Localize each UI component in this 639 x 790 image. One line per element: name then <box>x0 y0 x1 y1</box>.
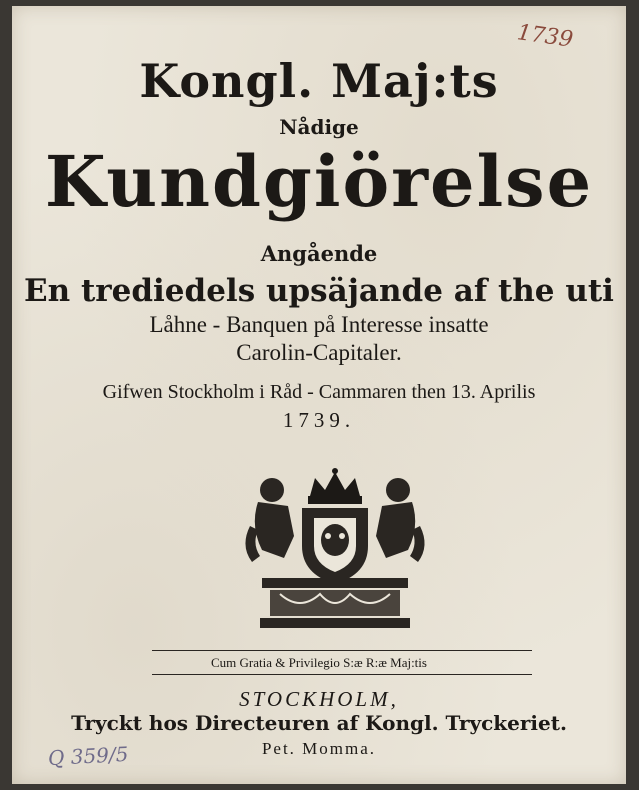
dateline-year: 1739. <box>282 408 356 432</box>
subject-intro: Angående <box>260 241 378 266</box>
imprint-city: STOCKHOLM, <box>239 687 399 711</box>
imprint-printer: Tryckt hos Directeuren af Kongl. Tryckeriet. <box>71 711 567 735</box>
subject-line-3: Carolin-Capitaler. <box>236 340 402 365</box>
royal-coat-of-arms-icon <box>240 466 430 636</box>
divider-bottom <box>152 674 532 675</box>
privilege-line: Cum Gratia & Privilegio S:æ R:æ Maj:tis <box>211 655 427 670</box>
subject-line-1: En trediedels upsäjande af the uti <box>24 273 614 309</box>
main-title: Kundgiörelse <box>44 140 594 223</box>
divider-top <box>152 650 532 651</box>
title-line-1: Kongl. Maj:ts <box>139 54 499 108</box>
document-page <box>12 6 626 784</box>
subject-line-2: Låhne - Banquen på Interesse insatte <box>149 312 489 337</box>
imprint-name: Pet. Momma. <box>261 739 377 758</box>
handwritten-annotation-bottom: Q 359/5 <box>47 741 129 771</box>
title-line-2: Nådige <box>279 115 359 139</box>
handwritten-annotation-top: 1739 <box>515 20 575 53</box>
dateline: Gifwen Stockholm i Råd - Cammaren then 13. Aprilis <box>102 381 536 403</box>
